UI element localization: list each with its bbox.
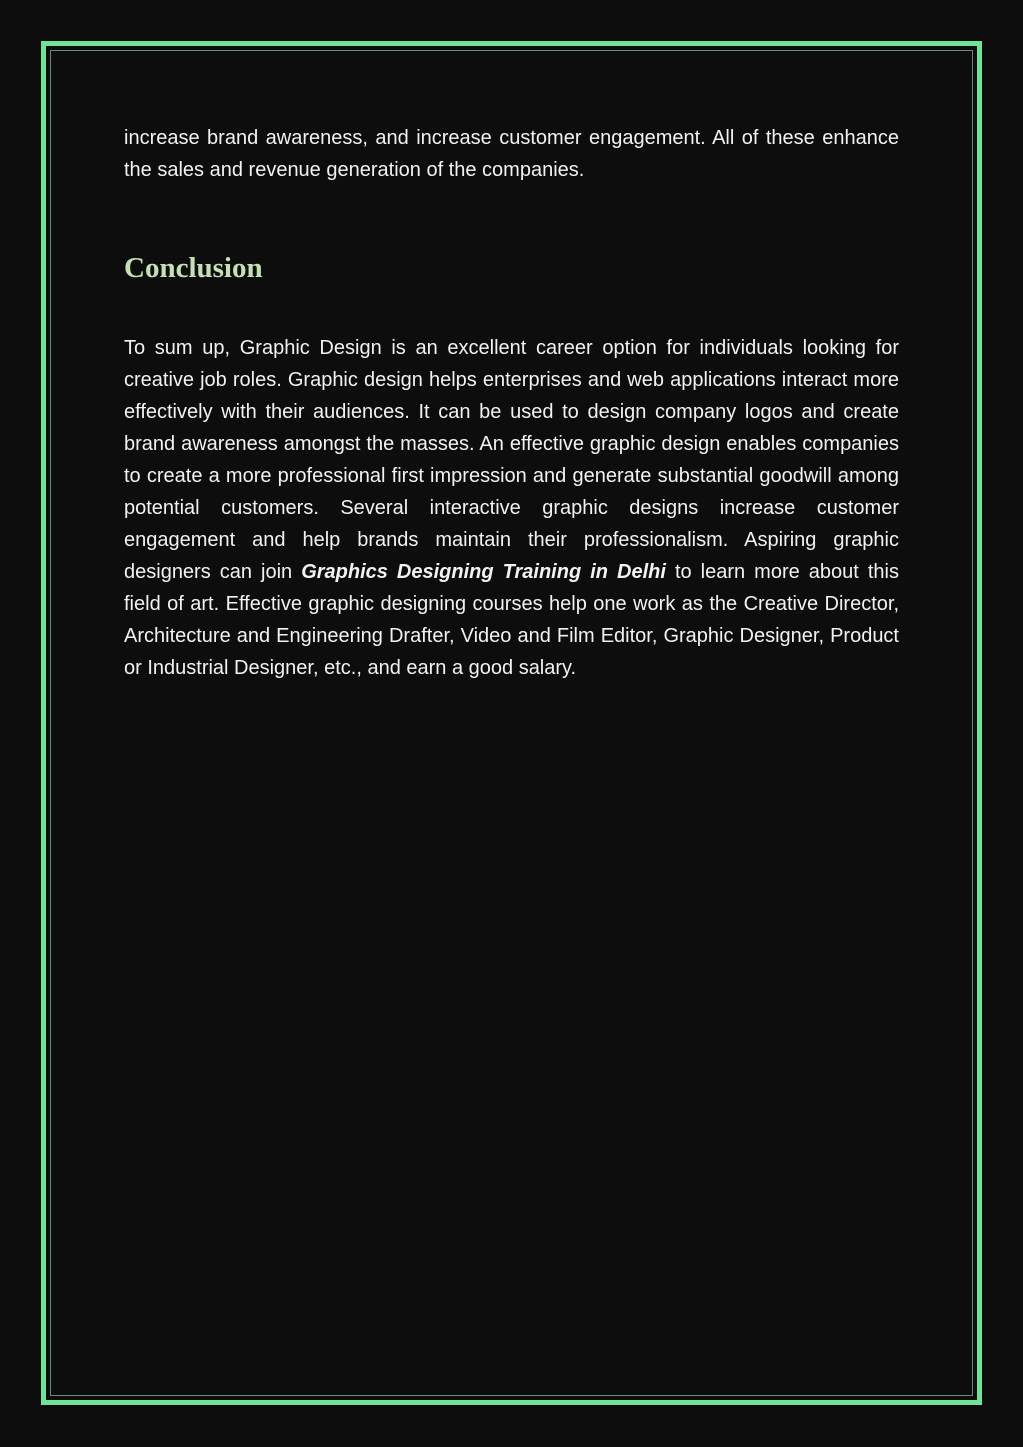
document-body	[124, 122, 899, 684]
intro-paragraph: increase brand awareness, and increase customer engagement. All of these enhance the sales and revenue generation of the companies.	[124, 127, 899, 181]
conclusion-paragraph	[124, 332, 899, 684]
training-link-text[interactable]: Graphics Designing Training in Delhi	[301, 561, 666, 583]
conclusion-text-part2: to learn more about this field of art. Effective graphic designing courses help one work as the Creative Director, Architecture and Engineering Drafter, Video and Film Editor, Graphic Designer, Product or Industrial Designer, etc., and earn a good salary.	[124, 561, 899, 679]
conclusion-text-part1: To sum up, Graphic Design is an excellent career option for individuals looking for creative job roles. Graphic design helps enterprises and web applications interact more effectively with their audiences. It can be used to design company logos and create brand awareness amongst the masses. An effective graphic design enables companies to create a more professional first impression and generate substantial goodwill among potential customers. Several interactive graphic designs increase customer engagement and help brands maintain their professionalism. Aspiring graphic designers can join	[124, 337, 899, 583]
conclusion-heading: Conclusion	[124, 252, 263, 284]
